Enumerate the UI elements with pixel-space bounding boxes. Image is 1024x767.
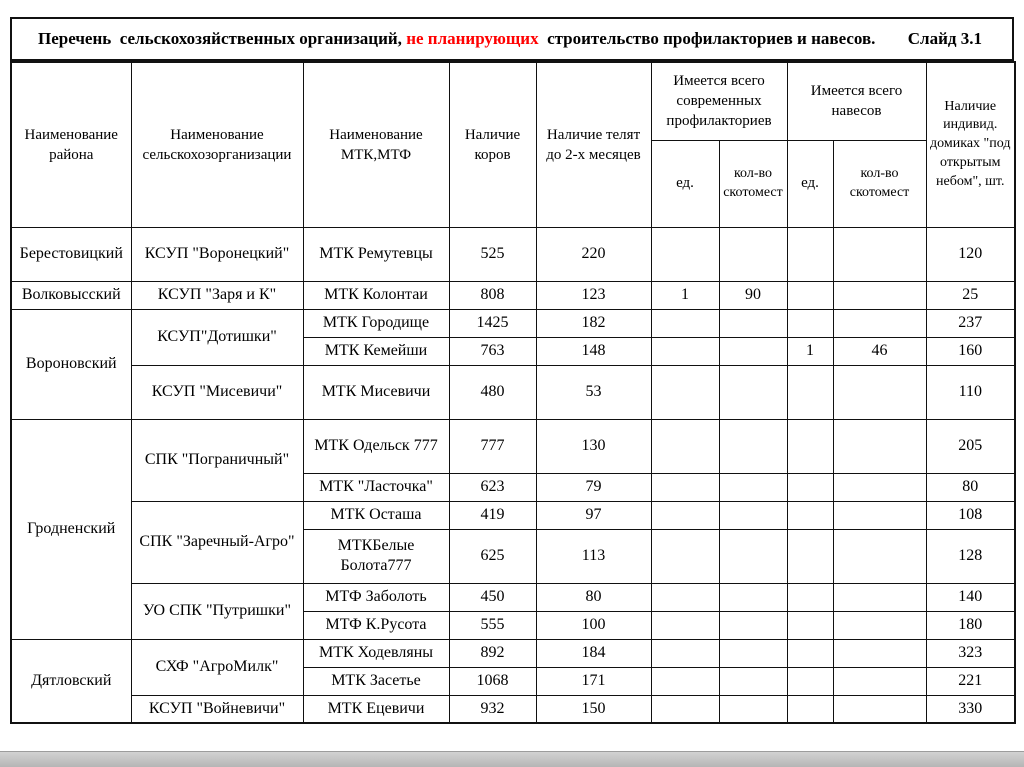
bottom-strip [0, 751, 1024, 767]
header-district: Наименование района [11, 62, 131, 227]
cell-houses: 120 [926, 227, 1015, 281]
cell-shed-places [833, 281, 926, 309]
cell-org: КСУП "Войневичи" [131, 695, 303, 723]
header-mtk: Наименование МТК,МТФ [303, 62, 449, 227]
cell-cows: 555 [449, 611, 536, 639]
cell-mtk: МТК Осташа [303, 501, 449, 529]
cell-prof-units [651, 337, 719, 365]
slide-title [38, 29, 875, 49]
cell-prof-units [651, 473, 719, 501]
cell-prof-units [651, 611, 719, 639]
cell-prof-units [651, 639, 719, 667]
cell-calves: 148 [536, 337, 651, 365]
cell-prof-units [651, 501, 719, 529]
header-prof-places: кол-во скотомест [719, 140, 787, 227]
cell-calves: 113 [536, 529, 651, 583]
header-houses: Наличие индивид. домиках "под открытым небом", шт. [926, 62, 1015, 227]
table-row [11, 419, 1015, 473]
cell-prof-units [651, 583, 719, 611]
cell-shed-units [787, 281, 833, 309]
cell-houses: 323 [926, 639, 1015, 667]
cell-cows: 625 [449, 529, 536, 583]
cell-shed-places [833, 529, 926, 583]
title-box [10, 17, 1014, 61]
cell-org: СПК "Пограничный" [131, 419, 303, 501]
cell-shed-units [787, 473, 833, 501]
cell-houses: 160 [926, 337, 1015, 365]
cell-prof-places [719, 365, 787, 419]
cell-houses: 330 [926, 695, 1015, 723]
cell-calves: 80 [536, 583, 651, 611]
cell-shed-places [833, 227, 926, 281]
cell-shed-units [787, 419, 833, 473]
cell-prof-places [719, 611, 787, 639]
cell-org: КСУП"Дотишки" [131, 309, 303, 365]
cell-prof-units [651, 227, 719, 281]
header-cows: Наличие коров [449, 62, 536, 227]
cell-mtk: МТК Ремутевцы [303, 227, 449, 281]
cell-org: СПК "Заречный-Агро" [131, 501, 303, 583]
cell-cows: 1425 [449, 309, 536, 337]
cell-shed-places [833, 583, 926, 611]
title-text-before: Перечень сельскохозяйственных организаций, [38, 29, 407, 48]
cell-prof-places [719, 583, 787, 611]
cell-prof-units [651, 667, 719, 695]
cell-houses: 140 [926, 583, 1015, 611]
header-shed-places: кол-во скотомест [833, 140, 926, 227]
cell-mtk: МТКБелые Болота777 [303, 529, 449, 583]
cell-mtk: МТК Мисевичи [303, 365, 449, 419]
header-sheds-group: Имеется всего навесов [787, 62, 926, 140]
cell-calves: 123 [536, 281, 651, 309]
cell-district: Гродненский [11, 419, 131, 639]
table-header [11, 62, 1015, 227]
cell-org: КСУП "Заря и К" [131, 281, 303, 309]
table-row [11, 639, 1015, 667]
cell-prof-places [719, 639, 787, 667]
cell-cows: 525 [449, 227, 536, 281]
cell-houses: 108 [926, 501, 1015, 529]
cell-shed-places [833, 473, 926, 501]
cell-org: КСУП "Мисевичи" [131, 365, 303, 419]
cell-org: УО СПК "Путришки" [131, 583, 303, 639]
cell-shed-units [787, 611, 833, 639]
cell-mtk: МТФ Заболоть [303, 583, 449, 611]
cell-prof-places [719, 667, 787, 695]
cell-cows: 419 [449, 501, 536, 529]
slide [10, 17, 1014, 724]
table-row [11, 227, 1015, 281]
table-row [11, 365, 1015, 419]
cell-cows: 763 [449, 337, 536, 365]
cell-prof-places [719, 337, 787, 365]
cell-mtk: МТК Ецевичи [303, 695, 449, 723]
cell-shed-units [787, 529, 833, 583]
cell-cows: 932 [449, 695, 536, 723]
header-prof-units: ед. [651, 140, 719, 227]
cell-prof-places [719, 227, 787, 281]
cell-calves: 182 [536, 309, 651, 337]
cell-houses: 221 [926, 667, 1015, 695]
cell-shed-places [833, 419, 926, 473]
cell-prof-units [651, 695, 719, 723]
cell-cows: 892 [449, 639, 536, 667]
cell-mtk: МТК Одельск 777 [303, 419, 449, 473]
cell-houses: 180 [926, 611, 1015, 639]
cell-district: Дятловский [11, 639, 131, 723]
cell-mtk: МТК Ходевляны [303, 639, 449, 667]
header-prophylactories-group: Имеется всего современных профилакториев [651, 62, 787, 140]
cell-calves: 220 [536, 227, 651, 281]
cell-prof-units [651, 529, 719, 583]
cell-shed-units [787, 695, 833, 723]
cell-mtk: МТК Колонтаи [303, 281, 449, 309]
cell-calves: 79 [536, 473, 651, 501]
cell-prof-units [651, 309, 719, 337]
cell-district: Берестовицкий [11, 227, 131, 281]
cell-district: Волковысский [11, 281, 131, 309]
cell-prof-places [719, 695, 787, 723]
cell-cows: 808 [449, 281, 536, 309]
cell-shed-places [833, 695, 926, 723]
cell-shed-places [833, 639, 926, 667]
cell-shed-places [833, 611, 926, 639]
cell-calves: 130 [536, 419, 651, 473]
cell-mtk: МТФ К.Русота [303, 611, 449, 639]
org-table [10, 61, 1016, 724]
table-body [11, 227, 1015, 723]
cell-prof-places [719, 419, 787, 473]
slide-number: Слайд 3.1 [907, 29, 982, 48]
cell-prof-places [719, 529, 787, 583]
cell-prof-places [719, 309, 787, 337]
table-row [11, 501, 1015, 529]
cell-shed-places [833, 667, 926, 695]
cell-mtk: МТК Городище [303, 309, 449, 337]
cell-cows: 1068 [449, 667, 536, 695]
table-row [11, 281, 1015, 309]
cell-calves: 184 [536, 639, 651, 667]
table-row [11, 583, 1015, 611]
cell-houses: 205 [926, 419, 1015, 473]
cell-mtk: МТК Кемейши [303, 337, 449, 365]
cell-prof-units: 1 [651, 281, 719, 309]
cell-houses: 80 [926, 473, 1015, 501]
cell-shed-units [787, 227, 833, 281]
cell-prof-units [651, 365, 719, 419]
cell-org: СХФ "АгроМилк" [131, 639, 303, 695]
cell-prof-units [651, 419, 719, 473]
cell-org: КСУП "Воронецкий" [131, 227, 303, 281]
cell-district: Вороновский [11, 309, 131, 419]
cell-calves: 53 [536, 365, 651, 419]
cell-shed-places: 46 [833, 337, 926, 365]
cell-shed-places [833, 365, 926, 419]
cell-houses: 237 [926, 309, 1015, 337]
cell-shed-places [833, 501, 926, 529]
cell-shed-units: 1 [787, 337, 833, 365]
cell-houses: 128 [926, 529, 1015, 583]
header-calves: Наличие телят до 2-х месяцев [536, 62, 651, 227]
cell-calves: 171 [536, 667, 651, 695]
cell-houses: 110 [926, 365, 1015, 419]
cell-calves: 150 [536, 695, 651, 723]
cell-cows: 480 [449, 365, 536, 419]
table-row [11, 309, 1015, 337]
header-organization: Наименование сельскохозорганизации [131, 62, 303, 227]
title-highlight: не планирующих [406, 29, 539, 48]
cell-calves: 100 [536, 611, 651, 639]
cell-shed-units [787, 667, 833, 695]
cell-shed-units [787, 583, 833, 611]
cell-shed-units [787, 639, 833, 667]
cell-shed-units [787, 501, 833, 529]
cell-shed-places [833, 309, 926, 337]
cell-prof-places [719, 473, 787, 501]
cell-calves: 97 [536, 501, 651, 529]
cell-cows: 450 [449, 583, 536, 611]
cell-houses: 25 [926, 281, 1015, 309]
header-shed-units: ед. [787, 140, 833, 227]
cell-shed-units [787, 365, 833, 419]
cell-mtk: МТК Засетье [303, 667, 449, 695]
cell-prof-places: 90 [719, 281, 787, 309]
cell-prof-places [719, 501, 787, 529]
cell-cows: 777 [449, 419, 536, 473]
cell-cows: 623 [449, 473, 536, 501]
title-text-after: строительство профилакториев и навесов. [538, 29, 876, 48]
cell-shed-units [787, 309, 833, 337]
cell-mtk: МТК "Ласточка" [303, 473, 449, 501]
table-row [11, 695, 1015, 723]
